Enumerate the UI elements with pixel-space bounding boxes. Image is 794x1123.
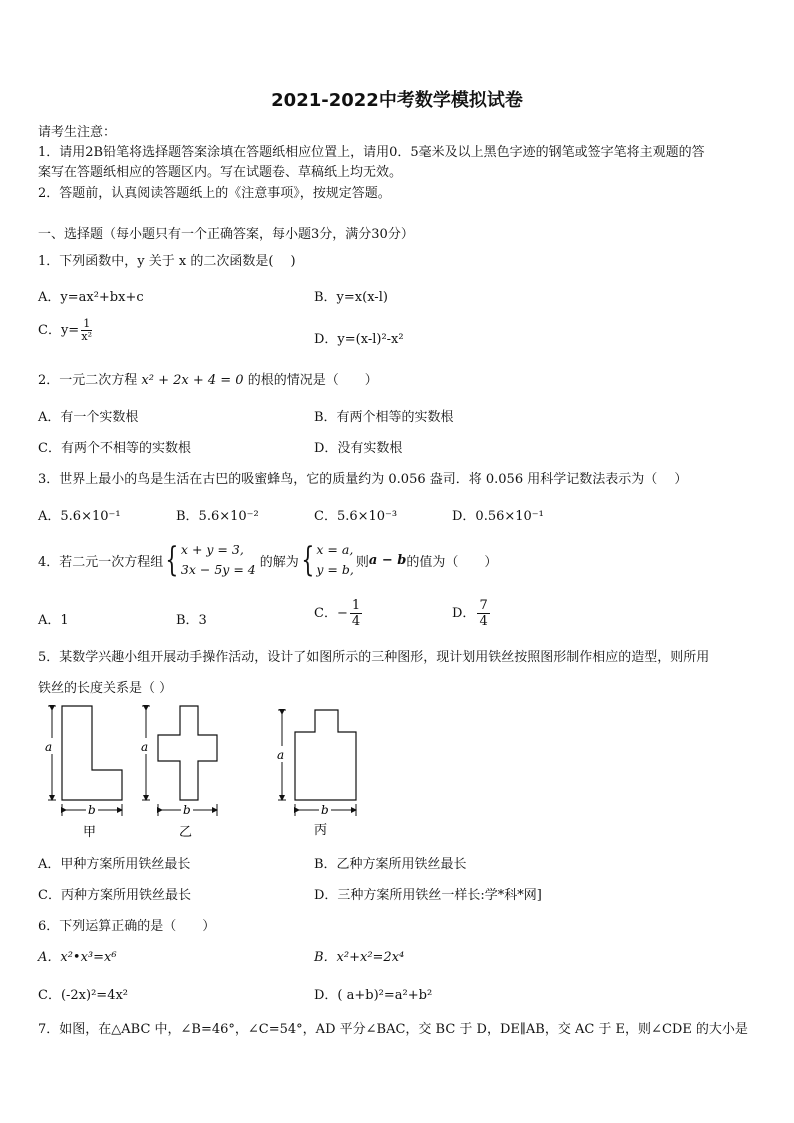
- shape-cross: [158, 706, 217, 800]
- figure-yi: [139, 706, 217, 840]
- q6-stem: 6．下列运算正确的是（ ）: [38, 919, 216, 934]
- q1-option-c: [38, 318, 94, 343]
- q6-option-a: A．x²•x³=x⁶: [38, 950, 117, 965]
- q5-option-c: C．丙种方案所用铁丝最长: [38, 888, 191, 903]
- q6-option-b: B．x²+x²=2x⁴: [314, 950, 405, 965]
- fig3-label-a: a: [277, 748, 285, 762]
- q2-stem-b: 的根的情况是（ ）: [247, 373, 378, 388]
- q1-option-c-fraction: [81, 318, 92, 343]
- q1-option-a: A．y=ax²+bx+c: [38, 290, 144, 305]
- q4-sol2: y = b,: [316, 562, 354, 577]
- q4-option-c: [314, 598, 364, 629]
- q4-d-denominator: 4: [479, 614, 488, 629]
- fig2-label-a: a: [141, 740, 149, 754]
- q3-option-a: A．5.6×10⁻¹: [38, 509, 121, 524]
- section-heading: 一、选择题（每小题只有一个正确答案，每小题3分，满分30分）: [38, 227, 414, 242]
- q2-option-b: B．有两个相等的实数根: [314, 410, 454, 425]
- q2-option-a: A．有一个实数根: [38, 410, 139, 425]
- q4-eq1: x + y = 3,: [180, 542, 244, 557]
- q2-option-c: C．有两个不相等的实数根: [38, 441, 191, 456]
- q4-option-b: B．3: [176, 613, 207, 628]
- q3-option-c: C．5.6×10⁻³: [314, 509, 398, 524]
- q3-option-b: B．5.6×10⁻²: [176, 509, 259, 524]
- q4-c-denominator: 4: [351, 614, 361, 629]
- notice-line-1a: 1．请用2B铅笔将选择题答案涂填在答题纸相应位置上，请用0．5毫米及以上黑色字迹的钢笔或签字笔将主观题的答: [38, 145, 705, 160]
- q4-option-c-fraction: [350, 598, 362, 629]
- q4-stem-d: 的值为（ ）: [406, 554, 498, 570]
- q4-stem: [38, 540, 497, 580]
- q4-solution-brace: {: [301, 540, 315, 580]
- notice-line-1b: 案写在答题纸相应的答题区内。写在试题卷、草稿纸上均无效。: [38, 165, 403, 180]
- q4-stem-c: 则: [355, 554, 369, 570]
- notice-line-2: 2．答题前，认真阅读答题纸上的《注意事项》，按规定答题。: [38, 186, 391, 201]
- q1-option-b: B．y=x(x-l): [314, 290, 388, 305]
- figure-jia: [43, 706, 122, 840]
- q4-sol1: x = a,: [316, 542, 354, 557]
- q2-stem: [38, 369, 378, 388]
- fig3-label-b: b: [321, 803, 329, 817]
- q5-option-d: D．三种方案所用铁丝一样长:学*科*网]: [314, 888, 542, 903]
- q2-equation: x² + 2x + 4 = 0: [141, 373, 244, 388]
- fig2-label-b: b: [183, 803, 191, 817]
- notice-heading: 请考生注意：: [38, 125, 117, 140]
- q4-option-d-prefix: D．: [452, 606, 476, 621]
- q6-option-c: C．(-2x)²=4x²: [38, 988, 129, 1003]
- q4-system-brace: {: [165, 540, 179, 580]
- q4-stem-a: 4．若二元一次方程组: [38, 554, 164, 570]
- q4-option-c-prefix: C．−: [314, 606, 348, 621]
- q5-stem-a: 5．某数学兴趣小组开展动手操作活动，设计了如图所示的三种图形，现计划用铁丝按照图形制作相应的造型，则所用: [38, 650, 710, 665]
- q2-option-d: D．没有实数根: [314, 441, 403, 456]
- fig3-caption: 丙: [314, 823, 328, 838]
- q1-option-c-prefix: C．y=: [38, 323, 80, 338]
- fig2-caption: 乙: [179, 825, 193, 840]
- q4-expression: a − b: [368, 552, 407, 568]
- fig1-caption: 甲: [83, 825, 97, 840]
- q3-option-d: D．0.56×10⁻¹: [452, 509, 544, 524]
- page-title: 2021-2022中考数学模拟试卷: [271, 90, 523, 111]
- q5-option-b: B．乙种方案所用铁丝最长: [314, 857, 467, 872]
- q4-option-a: A．1: [38, 613, 69, 628]
- figure-bing: [275, 710, 356, 838]
- q2-stem-a: 2．一元二次方程: [38, 373, 138, 388]
- q3-stem: 3．世界上最小的鸟是生活在古巴的吸蜜蜂鸟，它的质量约为 0.056 盎司．将 0.056 用科学记数法表示为（ ）: [38, 472, 688, 487]
- q1-c-numerator: 1: [83, 317, 91, 330]
- q5-stem-b: 铁丝的长度关系是（ ）: [38, 681, 173, 696]
- q4-option-d: [452, 598, 492, 629]
- q5-figures: [30, 698, 390, 843]
- q7-stem: 7．如图，在△ABC 中，∠B=46°，∠C=54°，AD 平分∠BAC，交 BC 于 D，DE∥AB，交 AC 于 E，则∠CDE 的大小是: [38, 1022, 748, 1037]
- fig1-label-a: a: [45, 740, 53, 754]
- q1-c-denominator: x²: [81, 330, 92, 343]
- shape-l: [62, 706, 122, 800]
- q1-stem: 1．下列函数中，y 关于 x 的二次函数是( ): [38, 254, 296, 269]
- q4-equation-system: [181, 540, 256, 580]
- q4-eq2: 3x − 5y = 4: [180, 562, 256, 577]
- q6-option-d: D．( a+b)²=a²+b²: [314, 988, 433, 1003]
- q4-solution-system: [316, 540, 353, 580]
- q4-stem-b: 的解为: [259, 554, 299, 570]
- q5-option-a: A．甲种方案所用铁丝最长: [38, 857, 191, 872]
- q1-option-d: D．y=(x-l)²-x²: [314, 332, 404, 347]
- shape-house: [295, 710, 356, 800]
- q4-option-d-fraction: [477, 598, 489, 629]
- q4-c-numerator: 1: [351, 598, 361, 613]
- fig1-label-b: b: [88, 803, 96, 817]
- q4-d-numerator: 7: [479, 598, 488, 613]
